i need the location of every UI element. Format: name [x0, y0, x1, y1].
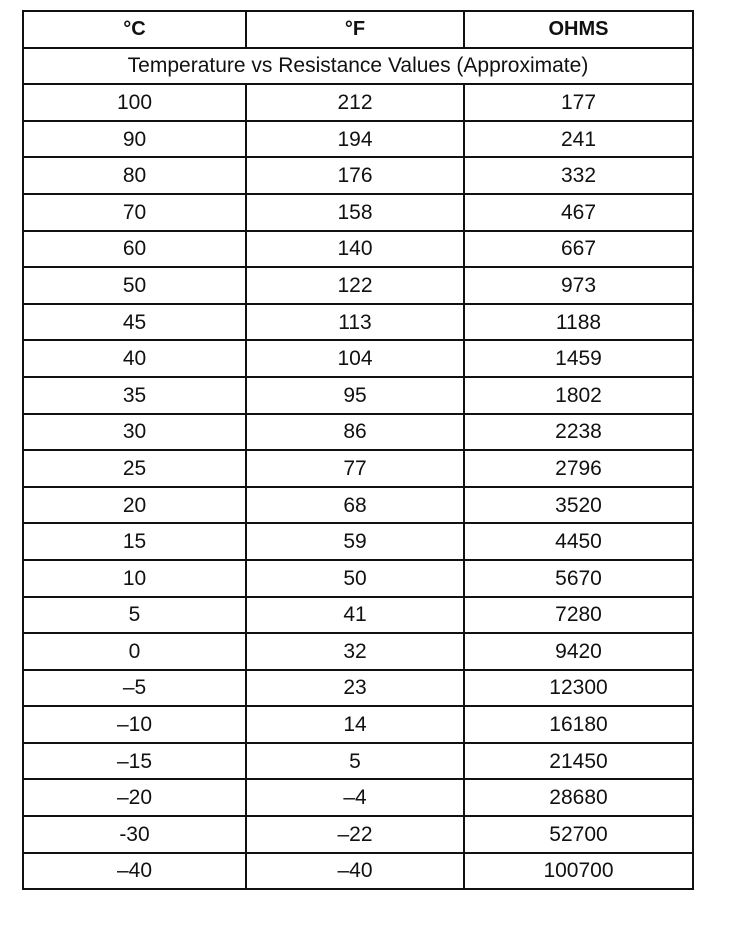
fahrenheit-cell: 5: [246, 743, 464, 780]
table-row: [23, 450, 693, 487]
ohms-cell: 9420: [464, 633, 693, 670]
header-row: [23, 11, 693, 48]
fahrenheit-cell: 176: [246, 157, 464, 194]
header-ohms: OHMS: [464, 11, 693, 48]
fahrenheit-cell: 41: [246, 597, 464, 634]
ohms-cell: 1188: [464, 304, 693, 341]
ohms-cell: 100700: [464, 853, 693, 890]
ohms-cell: 973: [464, 267, 693, 304]
table-row: [23, 487, 693, 524]
ohms-cell: 2796: [464, 450, 693, 487]
fahrenheit-cell: 68: [246, 487, 464, 524]
fahrenheit-cell: 86: [246, 414, 464, 451]
ohms-cell: 12300: [464, 670, 693, 707]
ohms-cell: 1802: [464, 377, 693, 414]
fahrenheit-cell: –4: [246, 779, 464, 816]
table-row: [23, 84, 693, 121]
fahrenheit-cell: 14: [246, 706, 464, 743]
fahrenheit-cell: 158: [246, 194, 464, 231]
table-row: [23, 779, 693, 816]
celsius-cell: 45: [23, 304, 246, 341]
ohms-cell: 2238: [464, 414, 693, 451]
table-row: [23, 633, 693, 670]
celsius-cell: 10: [23, 560, 246, 597]
ohms-cell: 3520: [464, 487, 693, 524]
temperature-resistance-table: [22, 10, 694, 890]
temperature-resistance-table-container: [22, 10, 692, 890]
ohms-cell: 241: [464, 121, 693, 158]
celsius-cell: 100: [23, 84, 246, 121]
celsius-cell: –5: [23, 670, 246, 707]
table-row: [23, 853, 693, 890]
table-row: [23, 304, 693, 341]
fahrenheit-cell: 113: [246, 304, 464, 341]
ohms-cell: 667: [464, 231, 693, 268]
celsius-cell: 20: [23, 487, 246, 524]
table-row: [23, 816, 693, 853]
caption-row: [23, 48, 693, 85]
celsius-cell: 35: [23, 377, 246, 414]
table-row: [23, 377, 693, 414]
fahrenheit-cell: 59: [246, 523, 464, 560]
celsius-cell: 90: [23, 121, 246, 158]
celsius-cell: 50: [23, 267, 246, 304]
table-row: [23, 267, 693, 304]
celsius-cell: 80: [23, 157, 246, 194]
table-row: [23, 194, 693, 231]
table-row: [23, 706, 693, 743]
ohms-cell: 177: [464, 84, 693, 121]
table-row: [23, 231, 693, 268]
celsius-cell: –15: [23, 743, 246, 780]
table-row: [23, 414, 693, 451]
table-body: [23, 48, 693, 890]
table-row: [23, 560, 693, 597]
ohms-cell: 28680: [464, 779, 693, 816]
ohms-cell: 4450: [464, 523, 693, 560]
ohms-cell: 16180: [464, 706, 693, 743]
fahrenheit-cell: –40: [246, 853, 464, 890]
fahrenheit-cell: 95: [246, 377, 464, 414]
header-fahrenheit: °F: [246, 11, 464, 48]
celsius-cell: -30: [23, 816, 246, 853]
celsius-cell: –10: [23, 706, 246, 743]
fahrenheit-cell: –22: [246, 816, 464, 853]
celsius-cell: 15: [23, 523, 246, 560]
table-row: [23, 121, 693, 158]
fahrenheit-cell: 23: [246, 670, 464, 707]
ohms-cell: 332: [464, 157, 693, 194]
ohms-cell: 5670: [464, 560, 693, 597]
table-row: [23, 743, 693, 780]
celsius-cell: 60: [23, 231, 246, 268]
fahrenheit-cell: 50: [246, 560, 464, 597]
celsius-cell: 5: [23, 597, 246, 634]
fahrenheit-cell: 212: [246, 84, 464, 121]
fahrenheit-cell: 32: [246, 633, 464, 670]
celsius-cell: 25: [23, 450, 246, 487]
ohms-cell: 467: [464, 194, 693, 231]
celsius-cell: 70: [23, 194, 246, 231]
table-row: [23, 670, 693, 707]
celsius-cell: 0: [23, 633, 246, 670]
fahrenheit-cell: 194: [246, 121, 464, 158]
celsius-cell: –20: [23, 779, 246, 816]
ohms-cell: 1459: [464, 340, 693, 377]
table-row: [23, 523, 693, 560]
table-caption: Temperature vs Resistance Values (Approximate): [23, 48, 693, 85]
ohms-cell: 52700: [464, 816, 693, 853]
fahrenheit-cell: 122: [246, 267, 464, 304]
celsius-cell: 30: [23, 414, 246, 451]
table-row: [23, 597, 693, 634]
fahrenheit-cell: 104: [246, 340, 464, 377]
ohms-cell: 21450: [464, 743, 693, 780]
fahrenheit-cell: 140: [246, 231, 464, 268]
celsius-cell: 40: [23, 340, 246, 377]
ohms-cell: 7280: [464, 597, 693, 634]
header-celsius: °C: [23, 11, 246, 48]
table-row: [23, 340, 693, 377]
fahrenheit-cell: 77: [246, 450, 464, 487]
table-row: [23, 157, 693, 194]
celsius-cell: –40: [23, 853, 246, 890]
